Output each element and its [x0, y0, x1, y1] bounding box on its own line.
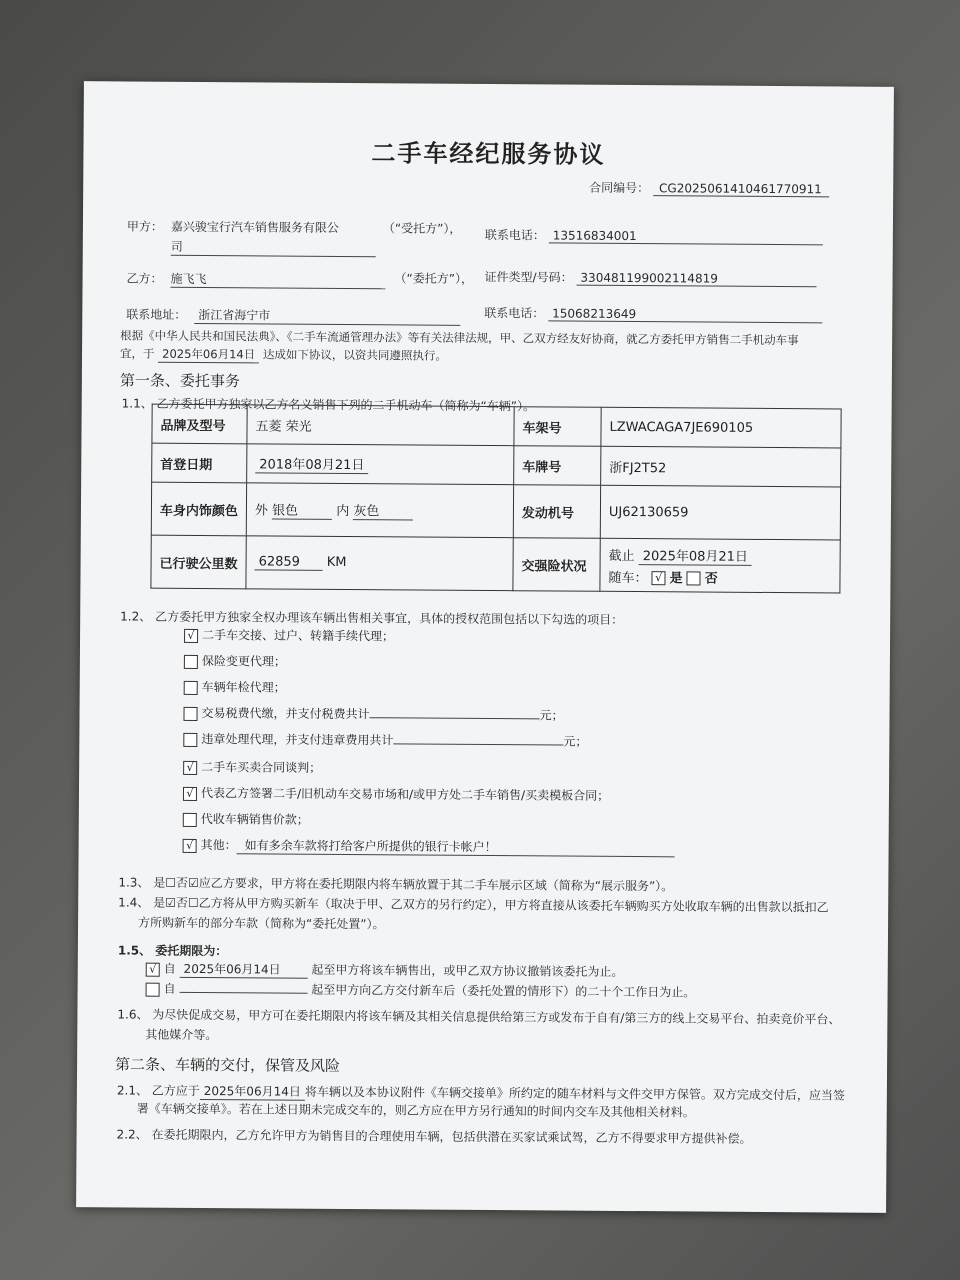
insurance-until-label: 截止	[608, 548, 635, 564]
option-label: 代收车辆销售价款；	[200, 812, 309, 827]
party-a-phone-row	[485, 226, 823, 245]
engine-label: 发动机号	[513, 485, 600, 539]
party-b-label: 乙方：	[126, 271, 163, 286]
brand-label: 品牌及型号	[152, 404, 247, 444]
checkbox-checked-icon[interactable]: √	[183, 760, 197, 774]
checkbox-checked-icon[interactable]: √	[652, 571, 666, 585]
clause-2-1-text: 将车辆以及本协议附件《车辆交接单》所约定的随车材料与文件交甲方保管。双方完成交付后，应当签	[304, 1084, 845, 1103]
party-b-id: 330481199002114819	[576, 271, 816, 288]
brand-value: 五菱 荣光	[247, 405, 514, 446]
party-b-phone-row	[484, 304, 822, 323]
contract-number-label: 合同编号：	[589, 180, 650, 196]
term-option-a	[146, 960, 624, 981]
option-suffix: 元；	[563, 734, 588, 749]
term-b-prefix: 自	[163, 981, 176, 996]
party-b-phone: 15068213649	[548, 306, 822, 323]
mileage-label: 已行驶公里数	[151, 535, 246, 589]
party-a-role: （“受托方”），	[382, 221, 462, 236]
option-label: 代表乙方签署二手/旧机动车交易市场和/或甲方处二手车销售/买卖模板合同；	[200, 786, 610, 803]
term-b-date-blank[interactable]	[179, 992, 307, 994]
party-a-name-cont: 司	[171, 238, 376, 257]
checkbox-empty-icon[interactable]	[687, 571, 701, 585]
option-item	[184, 652, 286, 670]
party-b-name: 施飞飞	[171, 270, 386, 290]
insurance-with-label: 随车：	[608, 570, 648, 586]
intro-line-1: 根据《中华人民共和国民法典》、《二手车流通管理办法》等有关法律法规，甲、乙双方经友好协商，就乙方委托甲方销售二手机动车事	[120, 328, 799, 348]
checkbox-empty-icon[interactable]	[146, 982, 160, 996]
clause-1-4-line-1: 1.4、 是☑否☐乙方将从甲方购买新车（取决于甲、乙双方的另行约定），甲方将直接从该委托车辆购买方处收取车辆的出售款以抵扣乙	[118, 895, 829, 915]
option-label: 交易税费代缴，并支付税费共计	[201, 706, 370, 722]
clause-1-5: 1.5、 委托期限为：	[117, 943, 228, 959]
option-item	[183, 810, 309, 828]
reg-date-value: 2018年08月21日	[255, 453, 368, 474]
address-label: 联系地址：	[126, 307, 187, 322]
clause-1-3: 1.3、 是☐否☑应乙方要求，甲方将在委托期限内将车辆放置于其二手车展示区域（简称为“展示服务”）。	[118, 875, 674, 894]
vin-label: 车架号	[514, 407, 601, 447]
mileage-value: 62859	[255, 554, 323, 570]
phone-label: 联系电话：	[484, 227, 545, 243]
reg-date-label: 首登日期	[152, 443, 247, 483]
party-b-address: 浙江省海宁市	[194, 306, 460, 326]
term-b-text: 起至甲方向乙方交付新车后（委托处置的情形下）的二十个工作日为止。	[311, 982, 696, 1000]
ext-color-value: 银色	[272, 500, 332, 520]
insurance-label: 交强险状况	[513, 538, 600, 592]
section-1-heading: 第一条、委托事务	[119, 371, 240, 391]
document-title: 二手车经纪服务协议	[371, 139, 606, 169]
checkbox-checked-icon[interactable]: √	[183, 786, 197, 800]
phone-label-b: 联系电话：	[484, 305, 545, 321]
option-label: 其他：	[200, 838, 237, 853]
checkbox-checked-icon[interactable]: √	[184, 628, 198, 642]
option-item	[183, 784, 609, 804]
option-label: 保险变更代理；	[201, 654, 286, 669]
checkbox-empty-icon[interactable]	[183, 732, 197, 746]
option-suffix: 元；	[539, 708, 564, 723]
option-item	[183, 704, 563, 724]
party-b-role: （“委托方”），	[394, 271, 474, 286]
checkbox-checked-icon[interactable]: √	[183, 838, 197, 852]
vin-value: LZWACAGA7JE690105	[601, 407, 841, 448]
contract-number: CG2025061410461770911	[653, 181, 829, 197]
option-item	[184, 626, 394, 644]
option-label: 违章处理代理，并支付违章费用共计	[201, 732, 394, 748]
option-label: 车辆年检代理；	[201, 680, 286, 695]
tax-amount-blank[interactable]	[370, 717, 540, 719]
clause-1-4-line-2: 方所购新车的部分车款（简称为“委托处置”）。	[138, 915, 385, 932]
id-label: 证件类型/号码：	[484, 269, 573, 285]
party-a-label: 甲方：	[126, 219, 163, 234]
clause-2-2: 2.2、 在委托期限内，乙方允许甲方为销售目的合理使用车辆，包括供潜在买家试乘试驾，乙方不得要求甲方提供补偿。	[116, 1127, 752, 1146]
option-item	[184, 678, 286, 696]
plate-value: 浙FJ2T52	[601, 446, 841, 487]
clause-2-1-date: 2025年06月14日	[200, 1082, 305, 1101]
clause-1-2: 1.2、 乙方委托甲方独家全权办理该车辆出售相关事宜，具体的授权范围包括以下勾选的项目：	[120, 609, 624, 627]
option-label: 二手车买卖合同谈判；	[201, 760, 322, 775]
plate-label: 车牌号	[514, 446, 601, 486]
section-2-heading: 第二条、车辆的交付，保管及风险	[115, 1055, 341, 1075]
checkbox-checked-icon[interactable]: √	[146, 962, 160, 976]
checkbox-empty-icon[interactable]	[183, 812, 197, 826]
option-item	[183, 836, 675, 857]
clause-1-1: 1.1、 乙方委托甲方独家以乙方名义销售下列的二手机动车（简称为“车辆”）。	[121, 396, 536, 414]
term-a-prefix: 自	[163, 961, 176, 976]
color-label: 车身内饰颜色	[151, 482, 246, 536]
checkbox-empty-icon[interactable]	[184, 680, 198, 694]
ext-color-label: 外	[254, 503, 269, 519]
term-option-b	[146, 980, 696, 1001]
clause-1-6-line-1: 1.6、 为尽快促成交易，甲方可在委托期限内将该车辆及其相关信息提供给第三方或发布于自有/第三方的线上交易平台、拍卖竞价平台、	[117, 1007, 841, 1027]
violation-amount-blank[interactable]	[393, 743, 563, 745]
option-item	[183, 758, 321, 776]
int-color-label: 内	[336, 503, 350, 520]
insurance-yes-label: 是	[669, 570, 683, 586]
option-item	[183, 730, 587, 750]
party-b-id-row	[485, 268, 817, 287]
insurance-until-date: 2025年08月21日	[639, 545, 752, 566]
clause-2-1-prefix: 2.1、 乙方应于	[116, 1083, 200, 1099]
clause-2-1-line-2: 署《车辆交接单》。若在上述日期未完成交车的，则乙方应在甲方另行通知的时间内交车及其他相关材料。	[136, 1101, 695, 1120]
intro-date: 2025年06月14日	[158, 346, 259, 364]
intro-suffix: 达成如下协议，以资共同遵照执行。	[262, 347, 447, 363]
checkbox-empty-icon[interactable]	[183, 706, 197, 720]
intro-prefix: 宜，于	[119, 346, 155, 361]
checkbox-empty-icon[interactable]	[184, 654, 198, 668]
engine-value: UJ62130659	[600, 485, 840, 540]
party-a-name: 嘉兴骏宝行汽车销售服务有限公	[170, 219, 339, 235]
intro-line-2	[120, 345, 447, 364]
contract-paper	[76, 81, 894, 1213]
option-label: 二手车交接、过户、转籍手续代理；	[202, 628, 395, 644]
clause-1-6-line-2: 其他媒介等。	[145, 1027, 218, 1043]
int-color-value: 灰色	[353, 500, 413, 520]
term-a-date: 2025年06月14日	[180, 960, 308, 979]
vehicle-table	[150, 404, 841, 594]
mileage-unit: KM	[326, 554, 347, 571]
party-a-phone: 13516834001	[549, 228, 823, 245]
term-a-text: 起至甲方将该车辆售出，或甲乙双方协议撤销该委托为止。	[311, 962, 624, 979]
insurance-no-label: 否	[704, 571, 718, 587]
other-note: 如有多余车款将打给客户所提供的银行卡帐户！	[237, 836, 675, 857]
contract-number-row	[589, 179, 829, 198]
